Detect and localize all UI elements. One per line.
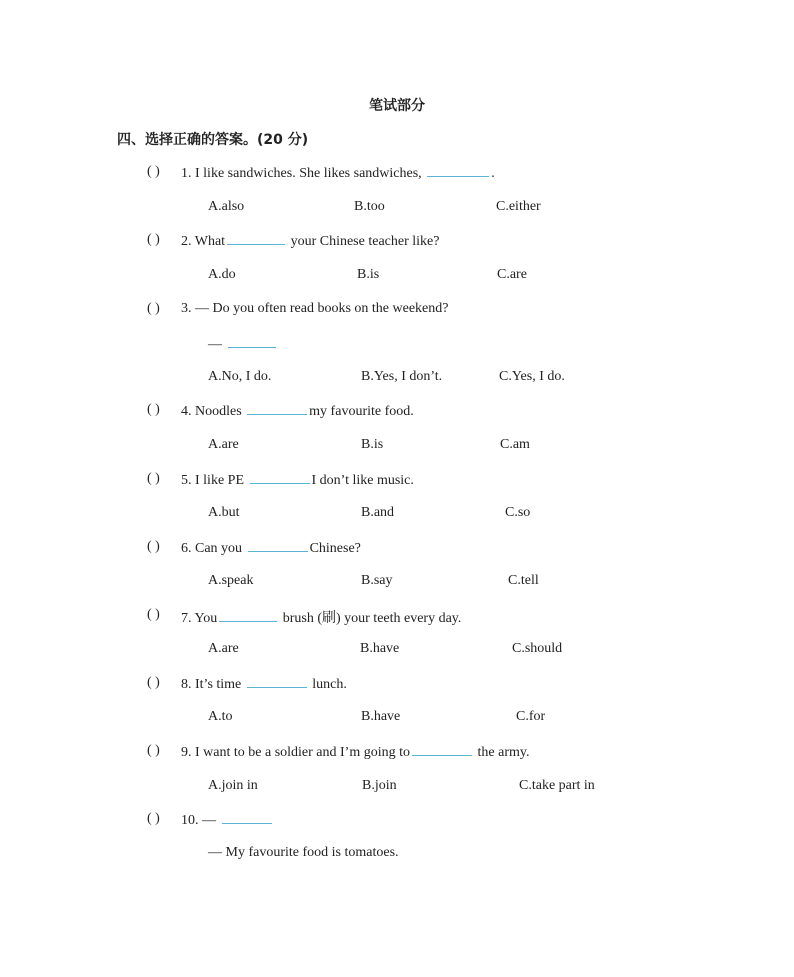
answer-blank[interactable] [219, 609, 277, 622]
question-7-end: brush (刷) your teeth every day. [279, 611, 462, 626]
question-4-text: 4. Noodles [181, 404, 246, 419]
option-a[interactable]: A.also [208, 199, 245, 214]
question-5-end: I don’t like music. [311, 473, 414, 488]
option-b[interactable]: B.too [354, 199, 385, 214]
option-a[interactable]: A.do [208, 267, 236, 282]
option-b[interactable]: B.join [362, 778, 397, 793]
question-5-text: 5. I like PE [181, 473, 248, 488]
answer-parentheses[interactable]: ( ) [147, 301, 160, 316]
answer-blank[interactable] [247, 675, 307, 688]
question-4-end: my favourite food. [309, 404, 414, 419]
question-7 [181, 607, 461, 627]
question-2 [181, 232, 439, 250]
option-a[interactable]: A.are [208, 641, 239, 656]
answer-parentheses[interactable]: ( ) [147, 743, 160, 758]
dash: — [208, 337, 222, 352]
option-c[interactable]: C.so [505, 505, 531, 520]
option-b[interactable]: B.is [357, 267, 380, 282]
question-3: 3. — Do you often read books on the weekend? [181, 301, 449, 316]
option-a[interactable]: A.to [208, 709, 233, 724]
answer-blank[interactable] [222, 811, 272, 824]
question-2-end: your Chinese teacher like? [287, 234, 440, 249]
option-c[interactable]: C.Yes, I do. [499, 369, 565, 384]
question-9-end: the army. [474, 745, 530, 760]
question-8 [181, 675, 347, 693]
option-b[interactable]: B.say [361, 573, 393, 588]
option-c[interactable]: C.am [500, 437, 530, 452]
option-b[interactable]: B.is [361, 437, 384, 452]
answer-blank[interactable] [427, 164, 489, 177]
answer-blank[interactable] [227, 232, 285, 245]
question-1 [181, 164, 495, 182]
question-6-end: Chinese? [309, 541, 361, 556]
question-10-text: 10. — [181, 813, 220, 828]
question-9-text: 9. I want to be a soldier and I’m going to [181, 745, 411, 760]
option-a[interactable]: A.but [208, 505, 240, 520]
option-b[interactable]: B.have [361, 709, 401, 724]
question-8-text: 8. It’s time [181, 677, 245, 692]
question-9 [181, 743, 529, 761]
page-title: 笔试部分 [369, 98, 425, 114]
answer-parentheses[interactable]: ( ) [147, 675, 160, 690]
question-1-end: . [491, 166, 495, 181]
option-c[interactable]: C.take part in [519, 778, 595, 793]
answer-parentheses[interactable]: ( ) [147, 402, 160, 417]
question-10 [181, 811, 274, 829]
answer-parentheses[interactable]: ( ) [147, 811, 160, 826]
question-10-answer: — My favourite food is tomatoes. [208, 845, 399, 860]
question-3-reply [208, 335, 278, 353]
answer-parentheses[interactable]: ( ) [147, 607, 160, 622]
question-4 [181, 402, 414, 420]
answer-blank[interactable] [412, 743, 472, 756]
option-a[interactable]: A.are [208, 437, 239, 452]
answer-parentheses[interactable]: ( ) [147, 232, 160, 247]
answer-parentheses[interactable]: ( ) [147, 164, 160, 179]
answer-parentheses[interactable]: ( ) [147, 539, 160, 554]
answer-parentheses[interactable]: ( ) [147, 471, 160, 486]
section-heading: 四、选择正确的答案。(20 分) [117, 132, 309, 148]
option-a[interactable]: A.speak [208, 573, 254, 588]
answer-blank[interactable] [248, 539, 308, 552]
question-2-text: 2. What [181, 234, 226, 249]
option-c[interactable]: C.for [516, 709, 546, 724]
question-5 [181, 471, 414, 489]
question-6-text: 6. Can you [181, 541, 246, 556]
question-8-end: lunch. [308, 677, 347, 692]
option-b[interactable]: B.have [360, 641, 400, 656]
option-c[interactable]: C.tell [508, 573, 539, 588]
question-7-text: 7. You [181, 611, 218, 626]
option-a[interactable]: A.join in [208, 778, 258, 793]
option-a[interactable]: A.No, I do. [208, 369, 272, 384]
option-c[interactable]: C.either [496, 199, 541, 214]
option-c[interactable]: C.should [512, 641, 563, 656]
question-6 [181, 539, 361, 557]
answer-blank[interactable] [247, 402, 307, 415]
option-c[interactable]: C.are [497, 267, 527, 282]
answer-blank[interactable] [250, 471, 310, 484]
question-1-text: 1. I like sandwiches. She likes sandwiches, [181, 166, 426, 181]
option-b[interactable]: B.Yes, I don’t. [361, 369, 443, 384]
option-b[interactable]: B.and [361, 505, 395, 520]
answer-blank[interactable] [228, 335, 276, 348]
